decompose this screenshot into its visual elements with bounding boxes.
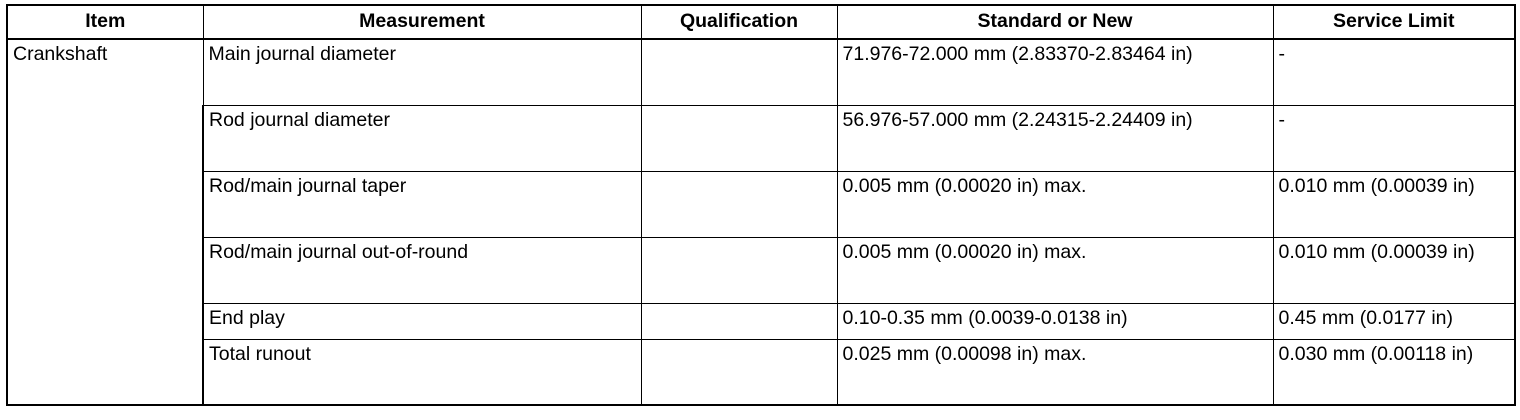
table-header-row: [7, 5, 1515, 39]
cell-standard: 0.005 mm (0.00020 in) max.: [837, 237, 1273, 303]
cell-measurement: Rod/main journal out-of-round: [203, 237, 641, 303]
cell-service-limit: 0.45 mm (0.0177 in): [1273, 303, 1515, 339]
cell-measurement: Rod journal diameter: [203, 105, 641, 171]
cell-standard: 0.005 mm (0.00020 in) max.: [837, 171, 1273, 237]
column-header-qualification: Qualification: [641, 5, 837, 39]
cell-service-limit: 0.010 mm (0.00039 in): [1273, 237, 1515, 303]
cell-measurement: Main journal diameter: [203, 39, 641, 105]
table-header: [7, 5, 1515, 39]
table-row: [7, 171, 1515, 237]
table-body: [7, 39, 1515, 405]
column-header-measurement: Measurement: [203, 5, 641, 39]
table-row: [7, 339, 1515, 405]
cell-qualification: [641, 303, 837, 339]
cell-qualification: [641, 237, 837, 303]
cell-measurement: Total runout: [203, 339, 641, 405]
cell-qualification: [641, 39, 837, 105]
cell-measurement: End play: [203, 303, 641, 339]
cell-standard: 71.976-72.000 mm (2.83370-2.83464 in): [837, 39, 1273, 105]
cell-qualification: [641, 105, 837, 171]
cell-service-limit: -: [1273, 39, 1515, 105]
cell-qualification: [641, 171, 837, 237]
cell-service-limit: -: [1273, 105, 1515, 171]
column-header-standard-or-new: Standard or New: [837, 5, 1273, 39]
table-row: [7, 237, 1515, 303]
cell-service-limit: 0.030 mm (0.00118 in): [1273, 339, 1515, 405]
table-row: [7, 105, 1515, 171]
cell-measurement: Rod/main journal taper: [203, 171, 641, 237]
column-header-service-limit: Service Limit: [1273, 5, 1515, 39]
cell-standard: 0.025 mm (0.00098 in) max.: [837, 339, 1273, 405]
cell-service-limit: 0.010 mm (0.00039 in): [1273, 171, 1515, 237]
column-header-item: Item: [7, 5, 203, 39]
table-row: [7, 303, 1515, 339]
cell-standard: 56.976-57.000 mm (2.24315-2.24409 in): [837, 105, 1273, 171]
cell-qualification: [641, 339, 837, 405]
cell-standard: 0.10-0.35 mm (0.0039-0.0138 in): [837, 303, 1273, 339]
specification-table: [6, 4, 1516, 406]
cell-item-crankshaft: Crankshaft: [7, 39, 203, 405]
table-row: [7, 39, 1515, 105]
